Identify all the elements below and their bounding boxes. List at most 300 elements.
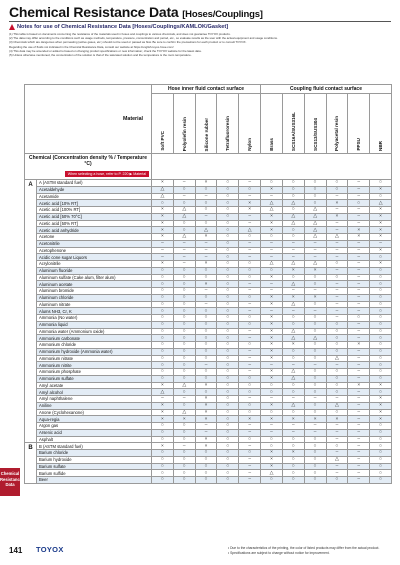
rating-cell: ○	[152, 281, 174, 288]
rating-cell: –	[282, 308, 304, 315]
rating-cell: ○	[261, 234, 283, 241]
table-row	[25, 429, 392, 436]
rating-cell: ○	[304, 477, 326, 484]
table-row	[25, 328, 392, 335]
rating-cell: –	[261, 288, 283, 295]
rating-cell: –	[326, 436, 348, 443]
rating-cell: ○	[326, 443, 348, 450]
rating-cell: ×	[370, 227, 392, 234]
rating-cell: ○	[239, 267, 261, 274]
rating-cell: ○	[195, 375, 217, 382]
rating-cell: –	[239, 348, 261, 355]
rating-cell: ○	[217, 207, 239, 214]
column-header	[261, 94, 283, 154]
column-header-label: Silicone rubber	[203, 117, 209, 151]
rating-cell: △	[326, 402, 348, 409]
rating-cell: ×	[152, 443, 174, 450]
rating-cell: –	[173, 180, 195, 187]
rating-cell: ○	[304, 443, 326, 450]
chemical-name: Amyl acetate	[37, 382, 152, 389]
chemical-name: Ammonia (No water)	[37, 315, 152, 322]
rating-cell: –	[239, 180, 261, 187]
rating-cell: –	[348, 288, 370, 295]
chemical-name: Aluminum acetate	[37, 281, 152, 288]
column-header	[282, 94, 304, 154]
rating-cell: ○	[152, 288, 174, 295]
rating-cell: ○	[217, 274, 239, 281]
rating-cell: –	[348, 294, 370, 301]
chemical-name: Ammonium sulfate	[37, 375, 152, 382]
rating-cell: ×	[261, 463, 283, 470]
rating-cell: ○	[173, 186, 195, 193]
rating-cell: –	[326, 308, 348, 315]
rating-cell: △	[173, 207, 195, 214]
table-row	[25, 234, 392, 241]
rating-cell: –	[348, 369, 370, 376]
rating-cell: –	[348, 456, 370, 463]
rating-cell: ○	[173, 294, 195, 301]
chemical-name: Beer	[37, 477, 152, 484]
rating-cell: ×	[261, 186, 283, 193]
footer-note: • Due to the characteristics of the printing, the color of listed products may differ from the actual product.	[228, 546, 380, 550]
rating-cell: –	[348, 213, 370, 220]
rating-cell: ○	[304, 463, 326, 470]
rating-cell: –	[348, 261, 370, 268]
table-row	[25, 186, 392, 193]
rating-cell: ○	[370, 423, 392, 430]
rating-cell: ○	[217, 389, 239, 396]
rating-cell: –	[239, 213, 261, 220]
rating-cell: ×	[370, 213, 392, 220]
chemical-name: Ammonium nitrate	[37, 355, 152, 362]
chemical-name: Aqua-regia	[37, 416, 152, 423]
rating-cell: ○	[370, 180, 392, 187]
chemical-resistance-table	[24, 84, 392, 484]
rating-cell: ×	[261, 342, 283, 349]
rating-cell: ×	[261, 328, 283, 335]
chemical-name: Aluminum sulfate (Cake alum, filter alum)	[37, 274, 152, 281]
chemical-name: Acetic acid [100% RT]	[37, 207, 152, 214]
rating-cell: ×	[282, 342, 304, 349]
rating-cell: ○	[217, 369, 239, 376]
column-header	[326, 94, 348, 154]
rating-cell: –	[348, 321, 370, 328]
rating-cell: –	[282, 254, 304, 261]
rating-cell: ○	[282, 382, 304, 389]
rating-cell: ×	[370, 382, 392, 389]
rating-cell: ○	[282, 470, 304, 477]
table-row	[25, 254, 392, 261]
rating-cell: ○	[152, 348, 174, 355]
rating-cell: ○	[217, 450, 239, 457]
rating-cell: –	[239, 308, 261, 315]
table-row	[25, 261, 392, 268]
rating-cell: △	[261, 200, 283, 207]
material-label: Material	[122, 116, 143, 122]
rating-cell: –	[195, 423, 217, 430]
rating-cell: △	[304, 207, 326, 214]
rating-cell: △	[326, 355, 348, 362]
rating-cell: –	[261, 429, 283, 436]
rating-cell: ×	[152, 207, 174, 214]
table-row	[25, 348, 392, 355]
rating-cell: –	[173, 247, 195, 254]
rating-cell: ○	[195, 315, 217, 322]
rating-cell: ○	[370, 328, 392, 335]
rating-cell: ○	[217, 342, 239, 349]
rating-cell: ○	[217, 443, 239, 450]
rating-cell: –	[195, 240, 217, 247]
rating-cell: ○	[152, 463, 174, 470]
rating-cell: ○	[304, 301, 326, 308]
chemical-name: Arsenic acid	[37, 429, 152, 436]
rating-cell: –	[348, 240, 370, 247]
rating-cell: ○	[261, 382, 283, 389]
rating-cell: ○	[370, 355, 392, 362]
rating-cell: ×	[152, 416, 174, 423]
table-row	[25, 200, 392, 207]
rating-cell: ○	[195, 342, 217, 349]
rating-cell: ○	[239, 402, 261, 409]
rating-cell: ○	[261, 180, 283, 187]
rating-cell: –	[348, 423, 370, 430]
rating-cell: ×	[261, 369, 283, 376]
chemical-name: Anone (Cyclohexanone)	[37, 409, 152, 416]
rating-cell: ○	[152, 429, 174, 436]
rating-cell: ○	[282, 274, 304, 281]
rating-cell: ○	[261, 436, 283, 443]
rating-cell: ×	[261, 348, 283, 355]
rating-cell: –	[348, 308, 370, 315]
rating-cell: ○	[326, 261, 348, 268]
rating-cell: –	[239, 281, 261, 288]
rating-cell: △	[304, 227, 326, 234]
rating-cell: ○	[152, 362, 174, 369]
rating-cell: ○	[304, 274, 326, 281]
rating-cell: ○	[195, 186, 217, 193]
rating-cell: △	[239, 227, 261, 234]
rating-cell: ○	[173, 321, 195, 328]
rating-cell: ○	[217, 477, 239, 484]
rating-cell: –	[282, 429, 304, 436]
rating-cell: △	[195, 227, 217, 234]
chemical-name: Acetic acid [10% RT]	[37, 200, 152, 207]
rating-cell: –	[326, 450, 348, 457]
rating-cell: –	[326, 315, 348, 322]
rating-cell: –	[152, 240, 174, 247]
rating-cell: △	[326, 456, 348, 463]
note-line: (4) This data may be amended or added to based on changing product specifications or new information; check the TOYOX website for the latest data.	[9, 48, 202, 53]
chemical-name: Barium sulfate	[37, 463, 152, 470]
group-letter: B	[25, 443, 37, 484]
rating-cell: –	[173, 254, 195, 261]
rating-cell: ×	[195, 234, 217, 241]
rating-cell: ○	[282, 234, 304, 241]
column-header-label: Brass	[268, 138, 274, 151]
rating-cell: ×	[370, 396, 392, 403]
rating-cell: ×	[282, 294, 304, 301]
rating-cell: ×	[261, 220, 283, 227]
rating-cell: –	[239, 254, 261, 261]
rating-cell: –	[239, 288, 261, 295]
rating-cell: –	[348, 328, 370, 335]
chemical-name: Ammonium nitrite	[37, 362, 152, 369]
rating-cell: –	[282, 362, 304, 369]
rating-cell: ○	[239, 234, 261, 241]
rating-cell: ×	[304, 416, 326, 423]
table-row	[25, 220, 392, 227]
rating-cell: △	[326, 234, 348, 241]
rating-cell: –	[326, 240, 348, 247]
chemical-name: Acrylonitrile	[37, 261, 152, 268]
rating-cell: ○	[370, 477, 392, 484]
table-row	[25, 213, 392, 220]
rating-cell: ○	[370, 429, 392, 436]
rating-cell: ○	[217, 234, 239, 241]
rating-cell: ×	[261, 294, 283, 301]
rating-cell: ○	[304, 375, 326, 382]
rating-cell: ○	[217, 308, 239, 315]
note-line: Regarding the use of fluids not indicated in the Chemical Resistance Data, consult our website at https://english.toyox-hose.com/	[9, 44, 174, 49]
rating-cell: ×	[348, 382, 370, 389]
rating-cell: ○	[326, 348, 348, 355]
rating-cell: ○	[239, 261, 261, 268]
column-header-label: Polyolefin resin	[181, 116, 187, 151]
rating-cell: ○	[217, 463, 239, 470]
rating-cell: ○	[173, 389, 195, 396]
table-row	[25, 227, 392, 234]
note-line: (1) This table is based on documents concerning the resistance of the materials used in hoses and couplings to various chemicals, and does not guarantee TOYOX products.	[9, 32, 231, 36]
rating-cell: ○	[217, 213, 239, 220]
rating-cell: ○	[217, 396, 239, 403]
rating-cell: –	[261, 254, 283, 261]
rating-cell: –	[348, 355, 370, 362]
rating-cell: ×	[261, 321, 283, 328]
rating-cell: –	[348, 348, 370, 355]
rating-cell: ○	[152, 423, 174, 430]
rating-cell: ×	[326, 213, 348, 220]
rating-cell: ○	[173, 456, 195, 463]
rating-cell: ×	[370, 234, 392, 241]
rating-cell: ×	[348, 234, 370, 241]
rating-cell: –	[282, 240, 304, 247]
rating-cell: ○	[370, 267, 392, 274]
table-row	[25, 443, 392, 450]
chemical-name: Ammonia liquid	[37, 321, 152, 328]
rating-cell: ○	[370, 463, 392, 470]
rating-cell: ×	[152, 234, 174, 241]
rating-cell: –	[348, 267, 370, 274]
rating-cell: ○	[239, 294, 261, 301]
rating-cell: ×	[370, 416, 392, 423]
rating-cell: ×	[261, 355, 283, 362]
table-row	[25, 456, 392, 463]
rating-cell: ○	[282, 443, 304, 450]
rating-cell: ○	[195, 267, 217, 274]
rating-cell: ○	[282, 355, 304, 362]
rating-cell: –	[326, 288, 348, 295]
rating-cell: ○	[304, 456, 326, 463]
rating-cell: ○	[173, 328, 195, 335]
column-header-label: Polyacetal resin	[334, 116, 340, 151]
rating-cell: △	[173, 234, 195, 241]
chemical-name: Barium chloride	[37, 450, 152, 457]
rating-cell: –	[152, 247, 174, 254]
rating-cell: ×	[261, 456, 283, 463]
column-header-label: SCS13/SUS304	[312, 118, 318, 151]
rating-cell: –	[348, 477, 370, 484]
rating-cell: –	[348, 389, 370, 396]
rating-cell: ○	[195, 335, 217, 342]
rating-cell: ○	[282, 186, 304, 193]
rating-cell: ×	[152, 409, 174, 416]
column-header-label: SCS16A/SUS316L	[290, 111, 296, 151]
rating-cell: ○	[217, 281, 239, 288]
rating-cell: △	[261, 470, 283, 477]
table-row	[25, 240, 392, 247]
rating-cell: ○	[304, 281, 326, 288]
rating-cell: ×	[282, 416, 304, 423]
rating-cell: ○	[217, 240, 239, 247]
rating-cell: ○	[173, 436, 195, 443]
rating-cell: △	[173, 409, 195, 416]
rating-cell: △	[282, 375, 304, 382]
rating-cell: ×	[173, 416, 195, 423]
rating-cell: ○	[370, 450, 392, 457]
rating-cell: △	[282, 402, 304, 409]
rating-cell: ○	[195, 207, 217, 214]
rating-cell: ○	[326, 328, 348, 335]
rating-cell: –	[195, 362, 217, 369]
rating-cell: ○	[326, 321, 348, 328]
rating-cell: ○	[282, 436, 304, 443]
rating-cell: ○	[326, 335, 348, 342]
rating-cell: ○	[239, 274, 261, 281]
column-header	[239, 94, 261, 154]
rating-cell: ○	[261, 389, 283, 396]
rating-cell: ○	[217, 328, 239, 335]
rating-cell: ○	[152, 477, 174, 484]
rating-cell: ○	[261, 477, 283, 484]
column-header	[195, 94, 217, 154]
rating-cell: ○	[217, 402, 239, 409]
column-header-label: PPSU	[356, 138, 362, 151]
rating-cell: ○	[217, 227, 239, 234]
rating-cell: ○	[370, 369, 392, 376]
rating-cell: ○	[370, 456, 392, 463]
rating-cell: △	[173, 213, 195, 220]
chemical-name: Acetophenone	[37, 247, 152, 254]
rating-cell: ○	[282, 180, 304, 187]
rating-cell: ○	[173, 423, 195, 430]
rating-cell: –	[370, 240, 392, 247]
rating-cell: –	[348, 436, 370, 443]
rating-cell: ○	[173, 315, 195, 322]
rating-cell: ○	[217, 409, 239, 416]
rating-cell: △	[282, 328, 304, 335]
column-header	[370, 94, 392, 154]
side-tab-chemical-resistance[interactable]: Chemical Resistance Data	[0, 468, 20, 496]
column-header-label: Soft PVC	[159, 131, 165, 151]
rating-cell: –	[152, 254, 174, 261]
rating-cell: –	[173, 193, 195, 200]
rating-cell: △	[152, 193, 174, 200]
rating-cell: ○	[217, 436, 239, 443]
chemical-name: Acetaldehyde	[37, 186, 152, 193]
rating-cell: ○	[173, 301, 195, 308]
rating-cell: ○	[173, 477, 195, 484]
rating-cell: –	[348, 335, 370, 342]
material-header	[25, 85, 152, 154]
rating-cell: –	[348, 180, 370, 187]
hose-group-header: Hose inner fluid contact surface	[152, 85, 261, 94]
rating-cell: ○	[195, 308, 217, 315]
table-row	[25, 436, 392, 443]
table-row	[25, 355, 392, 362]
rating-cell: ○	[152, 321, 174, 328]
table-row	[25, 477, 392, 484]
notes-list	[9, 32, 391, 57]
toyox-logo: TOYOX	[36, 545, 64, 554]
rating-cell: ○	[326, 375, 348, 382]
group-letter: A	[25, 180, 37, 443]
rating-cell: ○	[304, 342, 326, 349]
rating-cell: –	[304, 423, 326, 430]
rating-cell: –	[326, 227, 348, 234]
rating-cell: –	[348, 450, 370, 457]
rating-cell: –	[261, 281, 283, 288]
rating-cell: ○	[173, 274, 195, 281]
rating-cell: –	[261, 362, 283, 369]
rating-cell: –	[261, 423, 283, 430]
rating-cell: ○	[261, 409, 283, 416]
rating-cell: –	[326, 463, 348, 470]
rating-cell: ○	[239, 409, 261, 416]
rating-cell: ○	[348, 315, 370, 322]
rating-cell: ○	[326, 369, 348, 376]
rating-cell: ×	[195, 443, 217, 450]
rating-cell: –	[304, 254, 326, 261]
rating-cell: –	[239, 477, 261, 484]
chemical-name: Alums NH3, Cr, K	[37, 308, 152, 315]
rating-cell: ×	[348, 342, 370, 349]
rating-cell: –	[261, 396, 283, 403]
rating-cell: –	[304, 247, 326, 254]
rating-cell: –	[173, 396, 195, 403]
rating-cell: ○	[239, 389, 261, 396]
rating-cell: ○	[173, 281, 195, 288]
rating-cell: ○	[326, 186, 348, 193]
rating-cell: –	[348, 274, 370, 281]
chemical-name: B (ASTM standard fuel)	[37, 443, 152, 450]
rating-cell: ○	[304, 470, 326, 477]
rating-cell: ○	[173, 362, 195, 369]
rating-cell: ○	[152, 355, 174, 362]
rating-cell: ○	[282, 227, 304, 234]
rating-cell: ×	[370, 247, 392, 254]
rating-cell: ○	[195, 220, 217, 227]
rating-cell: △	[261, 207, 283, 214]
rating-cell: ×	[370, 402, 392, 409]
rating-cell: ○	[152, 267, 174, 274]
hose-selection-note: When selecting a hose, refer to P. 220 ▶ Material	[65, 171, 149, 177]
rating-cell: –	[239, 429, 261, 436]
rating-cell: ○	[152, 456, 174, 463]
rating-cell: ○	[173, 348, 195, 355]
rating-cell: ×	[261, 375, 283, 382]
rating-cell: ○	[217, 456, 239, 463]
rating-cell: –	[348, 362, 370, 369]
